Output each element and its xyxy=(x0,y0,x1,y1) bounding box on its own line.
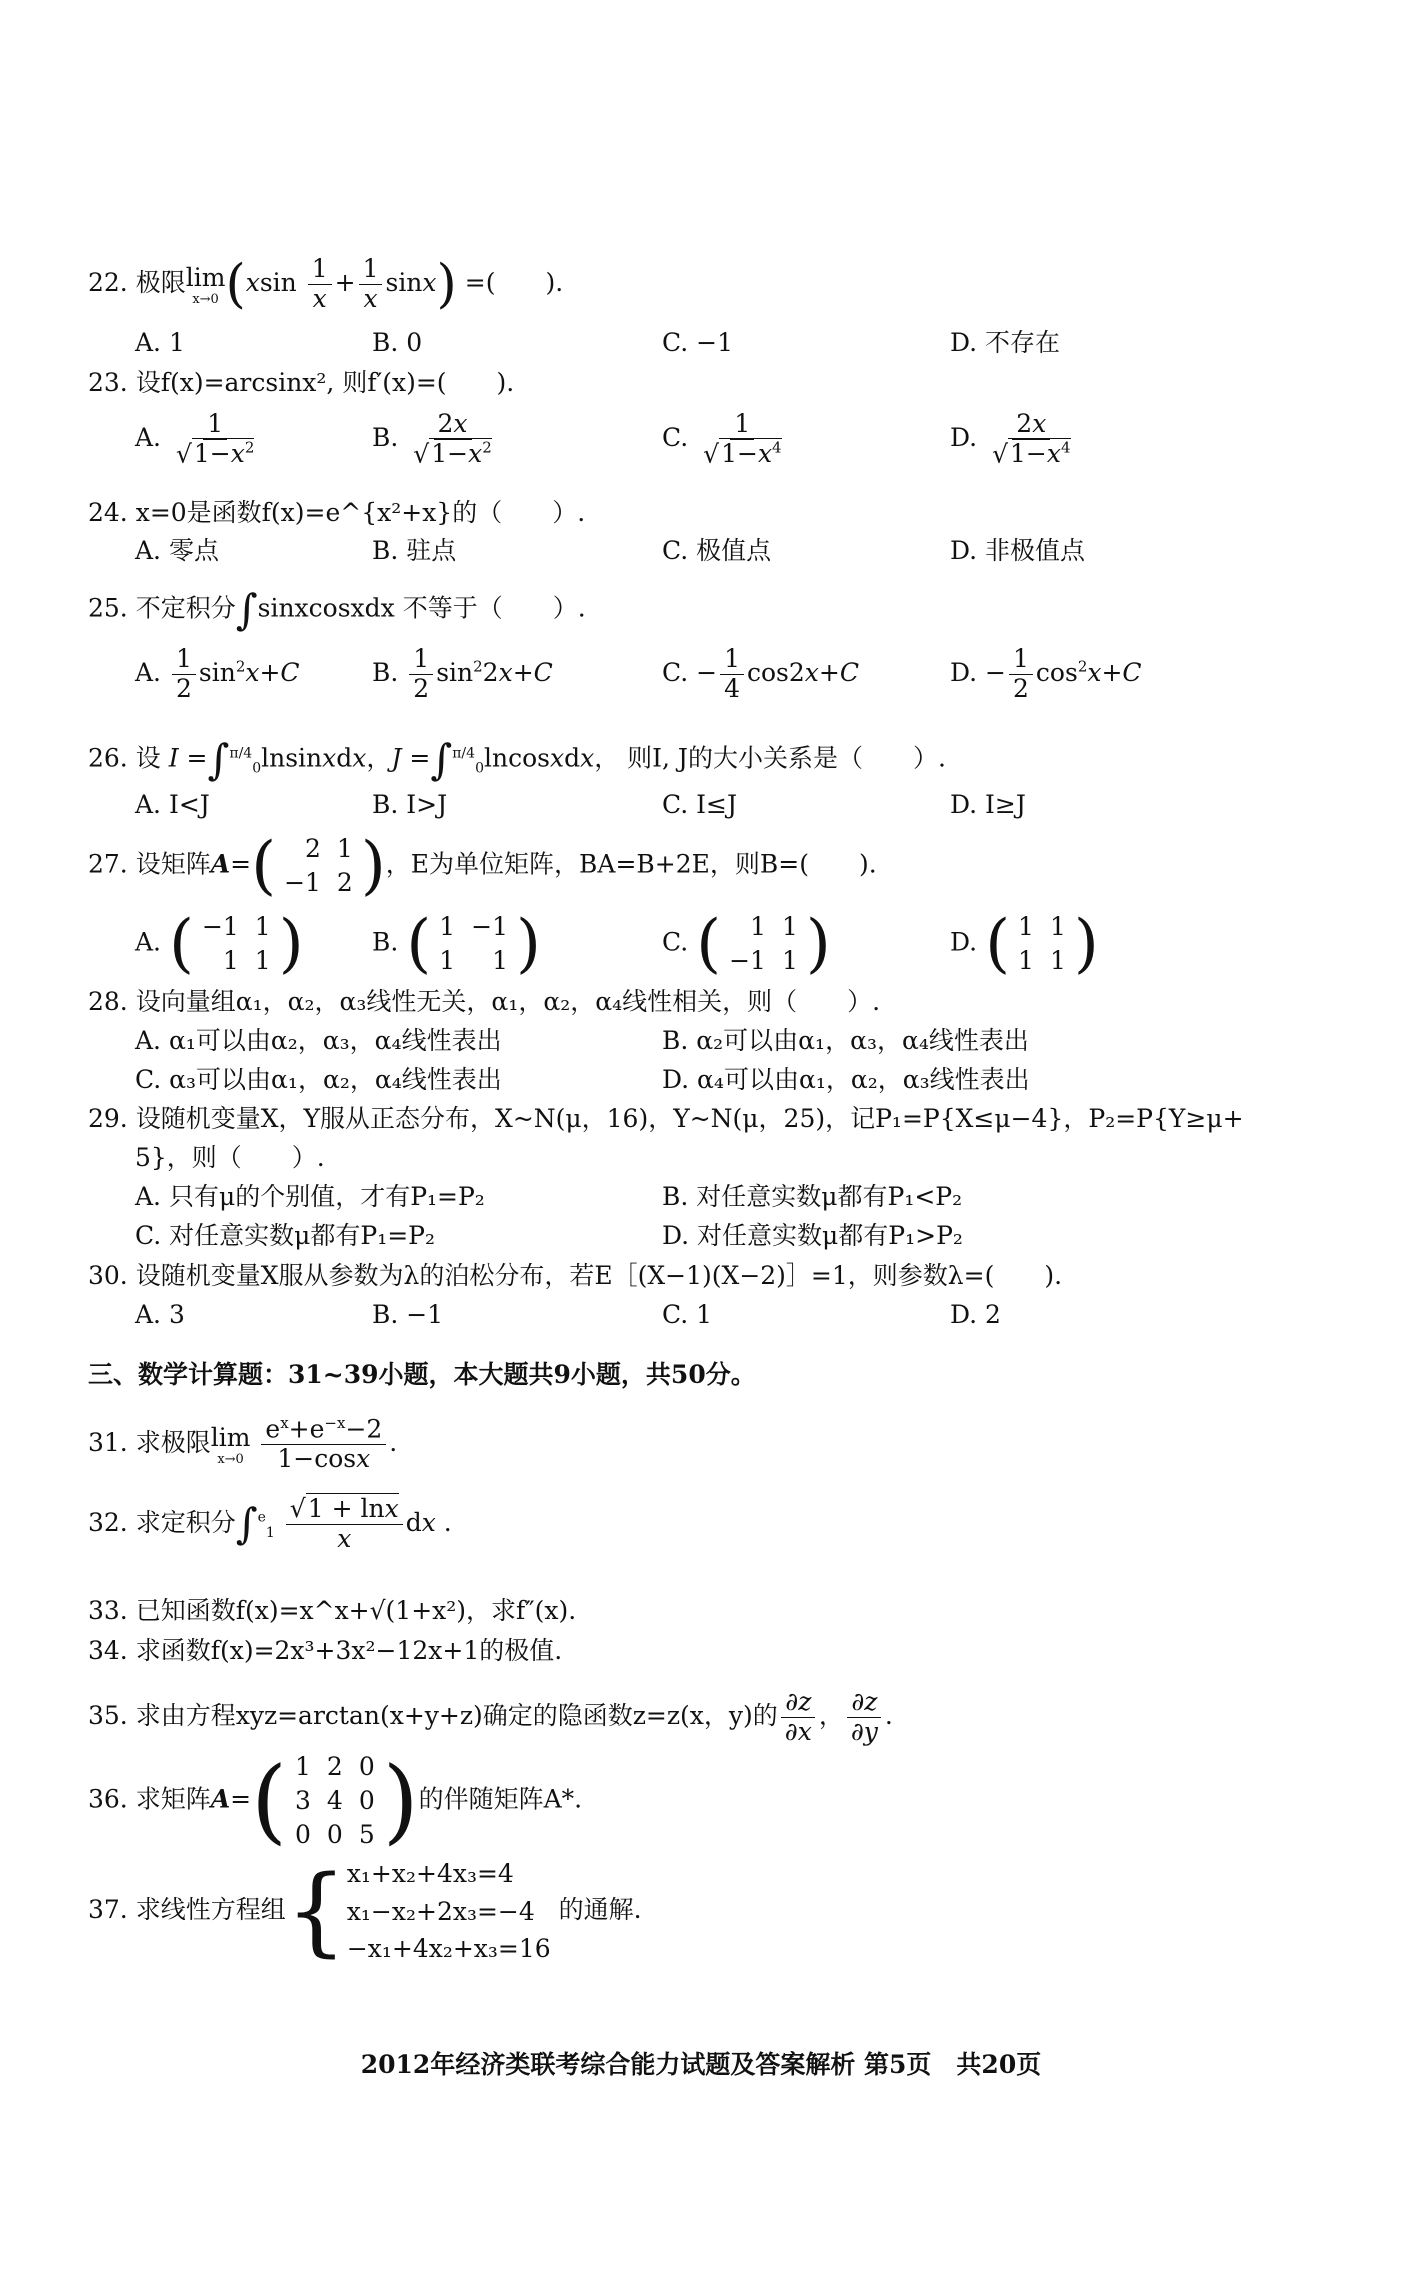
question-number: 34. xyxy=(88,1636,128,1665)
question-text-line1: 设随机变量X，Y服从正态分布，X~N(μ，16)，Y~N(μ，25)，记P₁=P{X≤μ−4}，P₂=P{Y≥μ+ xyxy=(135,1104,1244,1133)
question-tail: =( ). xyxy=(464,267,564,297)
option-label: B. xyxy=(372,657,399,687)
equation: x₁+x₂+4x₃=4 xyxy=(346,1859,514,1888)
question-26: 26. 设 I =∫$^{\pi/4}_0$lnsinxdx，J =∫$^{\pi/4}_0$lncosxdx， 则I, J的大小关系是（ ）. xyxy=(88,735,946,784)
option-d: D. $\frac{2x}{√1-x^4}$ xyxy=(950,409,1071,469)
matrix-a: ( 2 1 −1 2 ) xyxy=(251,829,386,903)
question-number: 35. xyxy=(88,1700,128,1730)
question-24 xyxy=(88,498,585,528)
option-b: B. α₂可以由α₁，α₃，α₄线性表出 xyxy=(662,1026,1029,1055)
option-b: B. 驻点 xyxy=(372,536,457,565)
option-label: B. xyxy=(372,422,399,452)
option-a: A. 零点 xyxy=(135,536,219,565)
question-text: 设随机变量X服从参数为λ的泊松分布，若E［(X−1)(X−2)］=1，则参数λ=( ). xyxy=(135,1261,1063,1290)
question-text: 设矩阵 xyxy=(135,849,211,879)
option-label: A. xyxy=(135,422,162,452)
question-text: 求线性方程组 xyxy=(135,1894,286,1924)
question-text: 求极限 xyxy=(135,1427,211,1457)
question-text: 求定积分 xyxy=(135,1507,236,1537)
fraction: $\frac{1}{x}$ xyxy=(308,255,332,314)
option-c: C. ( 1 1 −1 1 ) xyxy=(662,907,831,981)
page-footer: 2012年经济类联考综合能力试题及答案解析 第5页 共20页 xyxy=(360,2050,1042,2079)
question-number: 24. xyxy=(88,498,128,527)
option-label: D. xyxy=(950,657,978,687)
question-text: 设f(x)=arcsinx², 则f′(x)=( ). xyxy=(135,368,515,397)
question-tail: . xyxy=(884,1700,893,1730)
option-c: C. I≤J xyxy=(662,790,737,819)
option-c: C. 1 xyxy=(662,1300,713,1329)
option-label: A. xyxy=(135,657,162,687)
question-number: 32. xyxy=(88,1507,128,1537)
question-number: 33. xyxy=(88,1596,128,1625)
matrix-36: ( 1 2 0 3 4 0 0 0 5 ) xyxy=(251,1747,419,1854)
question-text: 求函数f(x)=2x³+3x²−12x+1的极值. xyxy=(135,1636,563,1665)
option-b: B. I>J xyxy=(372,790,448,819)
option-b: B. $\frac{1}{2}$ $\sin^22x+C$ xyxy=(372,644,553,703)
option-d: D. − $\frac{1}{2}$ $\cos^2x+C$ xyxy=(950,644,1142,703)
section-heading: 三、数学计算题：31~39小题，本大题共9小题，共50分。 xyxy=(88,1360,756,1389)
option-a: A. 3 xyxy=(135,1300,185,1329)
question-34 xyxy=(88,1636,562,1666)
option-a: A. 1 xyxy=(135,328,185,357)
question-35: 35. 求由方程xyz=arctan(x+y+z)确定的隐函数z=z(x，y)的 $\frac{\partial z}{\partial x}$ ， $\frac{\partial z}{\partial y}$ . xyxy=(88,1687,893,1746)
question-number: 25. xyxy=(88,593,128,623)
question-33 xyxy=(88,1596,576,1626)
question-number: 28. xyxy=(88,987,128,1016)
question-25: 25. 不定积分∫sinxcosxdx 不等于（ ）. xyxy=(88,585,586,634)
question-37 xyxy=(88,1855,642,1968)
option-c: C. α₃可以由α₁，α₂，α₄线性表出 xyxy=(135,1065,502,1094)
option-b: B. 对任意实数μ都有P₁<P₂ xyxy=(662,1182,963,1211)
question-number: 27. xyxy=(88,849,128,879)
equation-system: { x₁+x₂+4x₃=4 x₁−x₂+2x₃=−4 −x₁+4x₂+x₃=16 xyxy=(285,1855,551,1968)
question-36: 36. 求矩阵A= ( 1 2 0 3 4 0 0 0 5 ) 的伴随矩阵A*. xyxy=(88,1747,583,1854)
integrand: sinxcosxdx xyxy=(257,593,395,623)
question-text: 设向量组α₁，α₂，α₃线性无关，α₁，α₂，α₄线性相关，则（ ）. xyxy=(135,987,881,1016)
option-a: A. 只有μ的个别值，才有P₁=P₂ xyxy=(135,1182,485,1211)
option-a: A. $\frac{1}{2}$ $\sin^2x+C$ xyxy=(135,644,300,703)
fraction: $\frac{1}{x}$ xyxy=(359,255,383,314)
question-32: 32. 求定积分∫$^e_1$ $\frac{√1 + \ln x}{x}$ dx . xyxy=(88,1494,452,1553)
question-tail: 不等于（ ）. xyxy=(402,593,586,623)
question-number: 31. xyxy=(88,1427,128,1457)
option-a: A. α₁可以由α₂，α₃，α₄线性表出 xyxy=(135,1026,502,1055)
question-text: 不定积分 xyxy=(135,593,236,623)
question-number: 29. xyxy=(88,1104,128,1133)
limit-operator: lim x→0 xyxy=(185,262,226,307)
option-b: B. −1 xyxy=(372,1300,444,1329)
equation: −x₁+4x₂+x₃=16 xyxy=(346,1934,551,1963)
option-label: B. xyxy=(372,927,399,957)
option-label: C. xyxy=(662,657,689,687)
option-label: C. xyxy=(662,927,689,957)
question-tail: 的通解. xyxy=(558,1894,642,1924)
option-a: A. I<J xyxy=(135,790,210,819)
option-d: D. 不存在 xyxy=(950,328,1061,357)
option-d: D. α₄可以由α₁，α₂，α₃线性表出 xyxy=(662,1065,1030,1094)
option-c: C. 极值点 xyxy=(662,536,772,565)
option-label: C. xyxy=(662,422,689,452)
option-a: A. ( −1 1 1 1 ) xyxy=(135,907,304,981)
question-23 xyxy=(88,368,514,398)
question-text: 设 xyxy=(135,743,161,773)
option-label: D. xyxy=(950,927,978,957)
option-d: D. 对任意实数μ都有P₁>P₂ xyxy=(662,1221,963,1250)
question-text: 极限 xyxy=(135,267,186,297)
question-30 xyxy=(88,1261,1062,1291)
question-29-line2: 5}，则（ ）. xyxy=(135,1143,325,1172)
question-text: 已知函数f(x)=x^x+√(1+x²)，求f″(x). xyxy=(135,1596,577,1625)
option-label: D. xyxy=(950,422,978,452)
question-number: 37. xyxy=(88,1894,128,1924)
question-text: 求矩阵 xyxy=(135,1784,211,1814)
option-c: C. 对任意实数μ都有P₁=P₂ xyxy=(135,1221,436,1250)
question-tail: 则I, J的大小关系是（ ）. xyxy=(627,743,946,773)
question-text: 求由方程xyz=arctan(x+y+z)确定的隐函数z=z(x，y)的 xyxy=(135,1700,778,1730)
question-tail: 的伴随矩阵A*. xyxy=(418,1784,583,1814)
option-d: D. ( 1 1 1 1 ) xyxy=(950,907,1099,981)
question-29 xyxy=(88,1104,1244,1134)
question-number: 30. xyxy=(88,1261,128,1290)
option-c: C. −1 xyxy=(662,328,733,357)
option-a: A. $\frac{1}{√1-x^2}$ xyxy=(135,409,255,469)
option-c: C. $\frac{1}{√1-x^4}$ xyxy=(662,409,782,469)
question-number: 26. xyxy=(88,743,128,773)
question-22: 22. 极限 lim x→0 (xsin $\frac{1}{x}$ + $\frac{1}{x}$ sinx) =( ). xyxy=(88,254,564,315)
question-number: 36. xyxy=(88,1784,128,1814)
option-d: D. 非极值点 xyxy=(950,536,1086,565)
question-28 xyxy=(88,987,880,1017)
option-b: B. $\frac{2x}{√1-x^2}$ xyxy=(372,409,492,469)
question-number: 22. xyxy=(88,267,128,297)
option-d: D. I≥J xyxy=(950,790,1026,819)
equation: x₁−x₂+2x₃=−4 xyxy=(346,1896,535,1926)
question-text: x=0是函数f(x)=e^{x²+x}的（ ）. xyxy=(135,498,586,527)
option-c: C. − $\frac{1}{4}$ cos2x+C xyxy=(662,644,859,703)
question-number: 23. xyxy=(88,368,128,397)
option-b: B. 0 xyxy=(372,328,423,357)
question-27: 27. 设矩阵A= ( 2 1 −1 2 ) ，E为单位矩阵，BA=B+2E，则B=( ). xyxy=(88,829,877,903)
option-b: B. ( 1 −1 1 1 ) xyxy=(372,907,541,981)
question-31: 31. 求极限 lim x→0 $\frac{e^x+e^{-x}-2}{1-\cos x}$ . xyxy=(88,1414,398,1474)
option-label: A. xyxy=(135,927,162,957)
option-d: D. 2 xyxy=(950,1300,1001,1329)
question-tail: ，E为单位矩阵，BA=B+2E，则B=( ). xyxy=(385,849,877,879)
